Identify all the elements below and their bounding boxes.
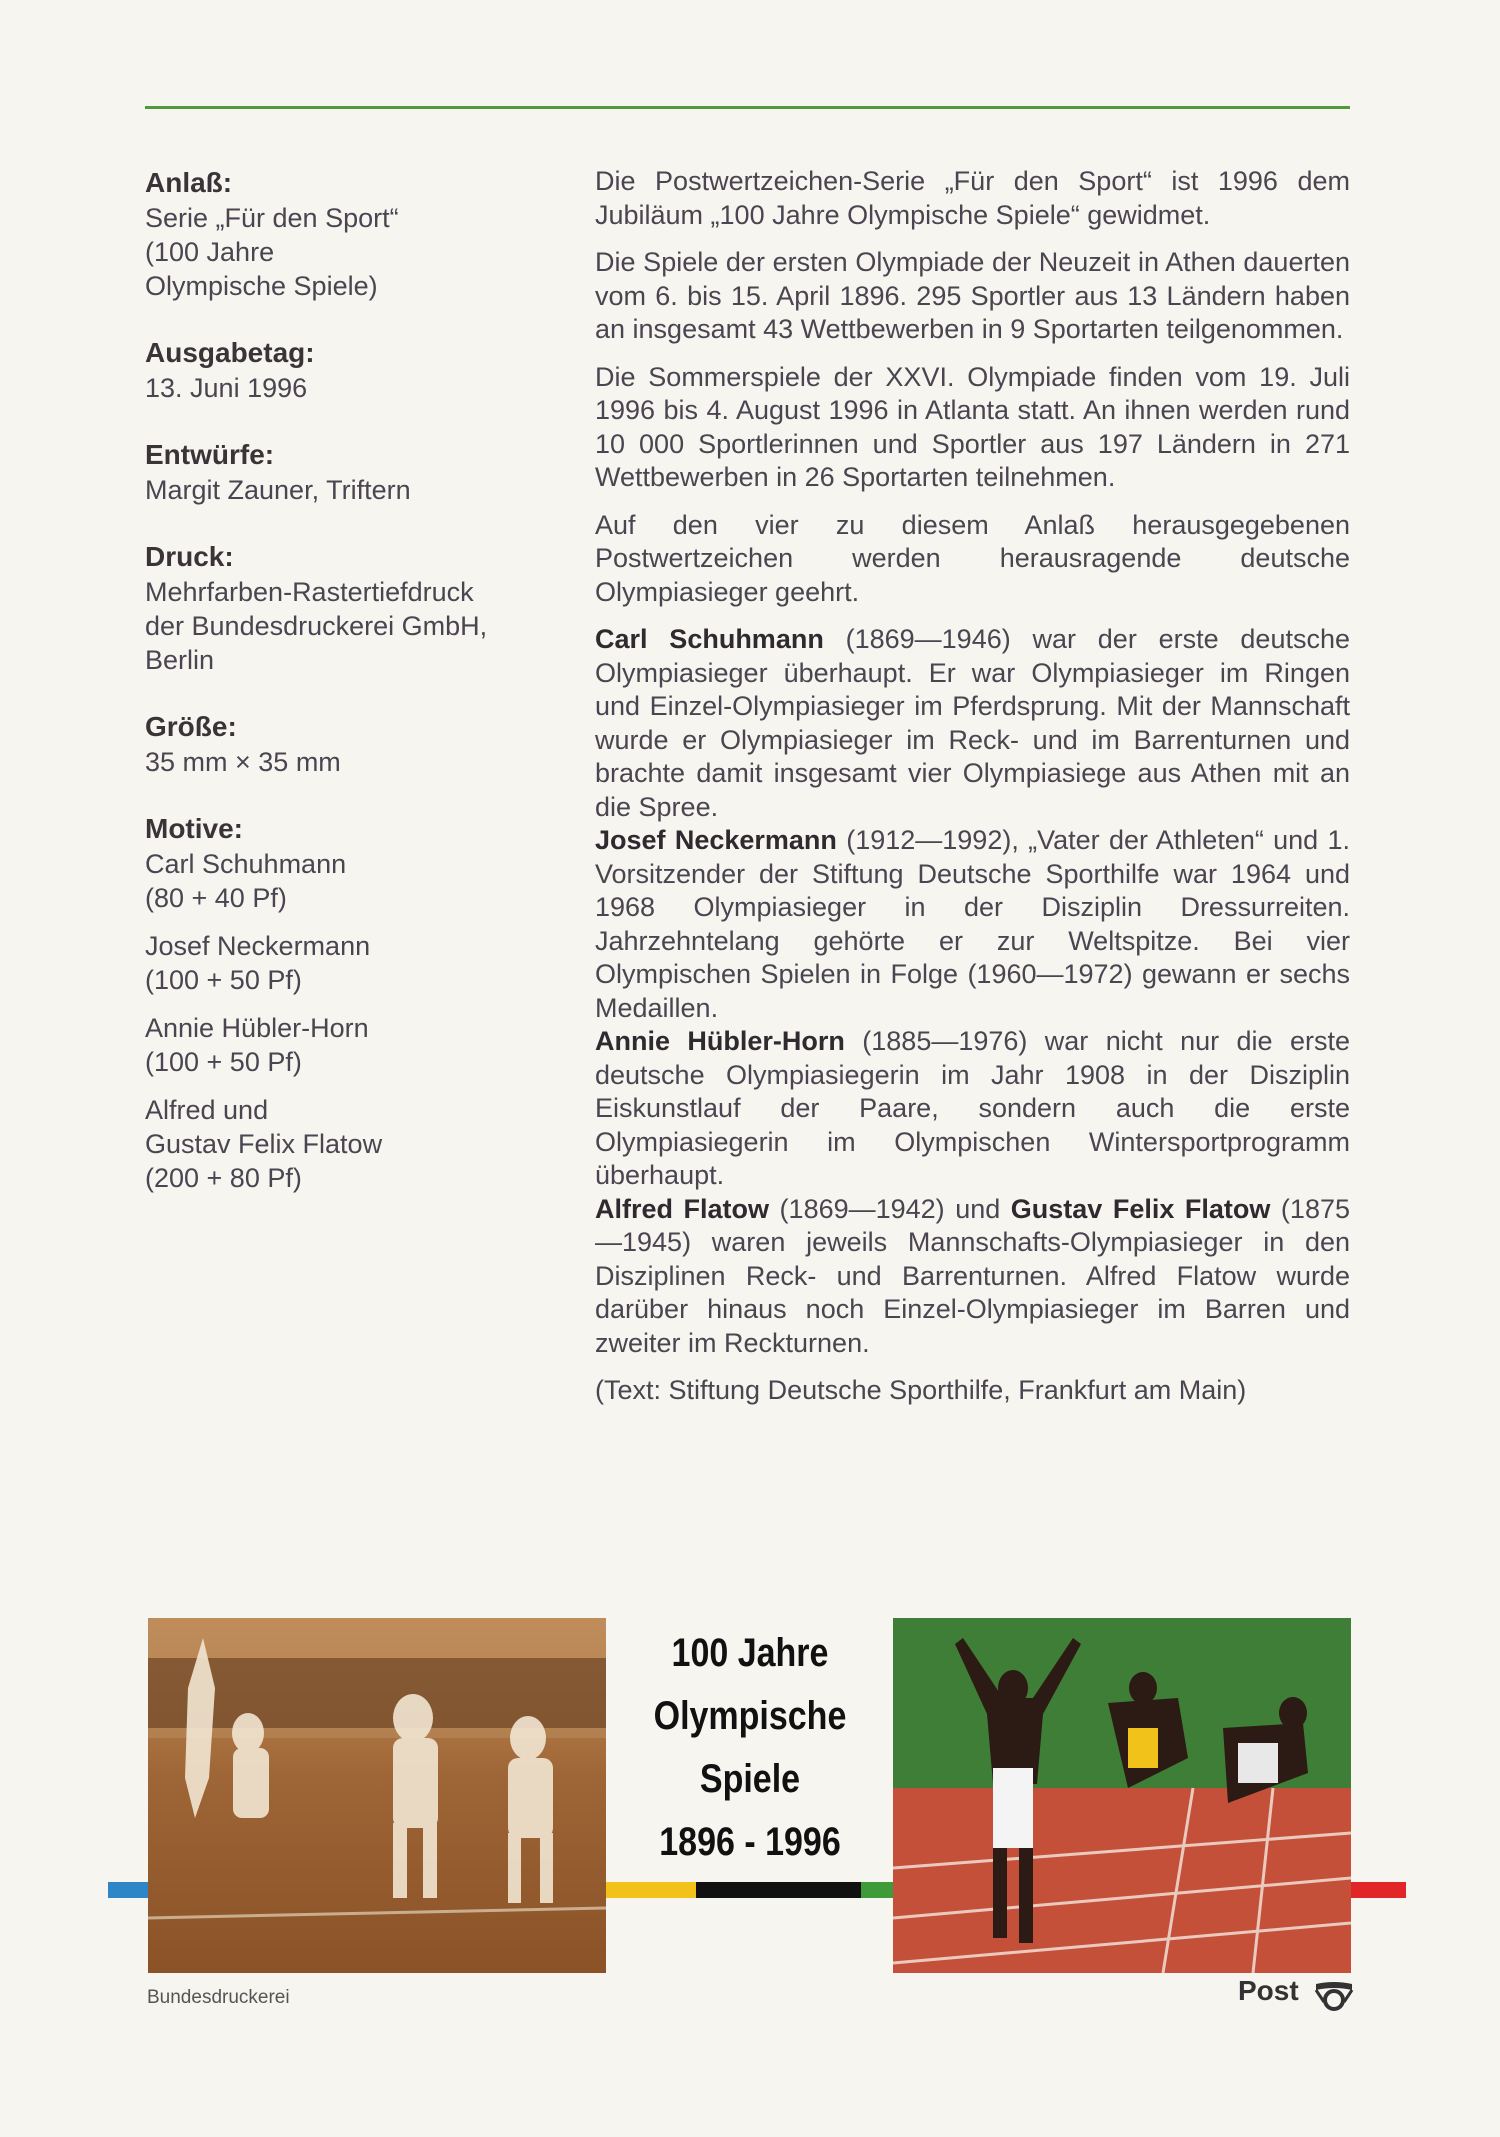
- anlass-label: Anlaß:: [145, 167, 233, 198]
- huebler-paragraph: [595, 1025, 1350, 1193]
- flatow-name-alfred: Alfred Flatow: [595, 1193, 770, 1224]
- anlass-line: Olympische Spiele): [145, 271, 378, 301]
- flatow-text: (1875—1945) waren jeweils Mannschafts-Olympiasieger in den Disziplinen Reck- und Barrenturnen. Alfred Flatow wurde darüber hinaus noch Einzel-Olympiasieger im Barren und zweiter im Reckturnen.: [595, 1193, 1350, 1358]
- motive-item: [145, 1093, 565, 1195]
- druck-label: Druck:: [145, 541, 234, 572]
- honorees-paragraph: Auf den vier zu diesem Anlaß herausgegebenen Postwertzeichen werden herausragende deutsche Olympiasieger geehrt.: [595, 509, 1350, 607]
- post-horn-icon: [1312, 1978, 1356, 2012]
- motive-line: (100 + 50 Pf): [145, 965, 302, 995]
- schuhmann-paragraph: [595, 623, 1350, 824]
- atlanta-paragraph: Die Sommerspiele der XXVI. Olympiade finden vom 19. Juli 1996 bis 4. August 1996 in Atlanta statt. An ihnen werden rund 10 000 Sportlerinnen und Sportler aus 197 Ländern in 271 Wettbewerben in 26 Sportarten teilnehmen.: [595, 361, 1350, 492]
- druck-line: Berlin: [145, 645, 215, 675]
- stripe-black: [696, 1882, 861, 1898]
- field-ausgabetag: [145, 335, 565, 405]
- motive-item: [145, 1011, 565, 1079]
- motive-line: Alfred und: [145, 1095, 269, 1125]
- neckermann-name: Josef Neckermann: [595, 825, 837, 855]
- top-green-rule: [145, 106, 1350, 109]
- field-anlass: [145, 165, 565, 303]
- title-line: 1896 - 1996: [659, 1820, 841, 1864]
- schuhmann-name: Carl Schuhmann: [595, 624, 824, 654]
- motive-line: Gustav Felix Flatow: [145, 1129, 383, 1159]
- stripe-green: [861, 1882, 893, 1898]
- field-entwuerfe: [145, 437, 565, 507]
- huebler-text: (1885—1976) war nicht nur die erste deutsche Olympiasiegerin im Jahr 1908 in der Disziplin Eiskunstlauf der Paare, sondern auch die erste Olympiasiegerin im Olympischen Wintersportprogramm überhaupt.: [595, 1026, 1350, 1190]
- motive-item: [145, 847, 565, 915]
- entwuerfe-value: Margit Zauner, Triftern: [145, 475, 411, 505]
- motive-line: (80 + 40 Pf): [145, 883, 287, 913]
- title-line: Spiele: [699, 1757, 801, 1801]
- stripe-blue: [108, 1882, 148, 1898]
- flatow-paragraph: [595, 1193, 1350, 1361]
- field-groesse: [145, 709, 565, 779]
- stripe-yellow: [606, 1882, 696, 1898]
- motive-item: [145, 929, 565, 997]
- field-motive: [145, 811, 565, 1195]
- motive-line: (200 + 80 Pf): [145, 1163, 302, 1193]
- motive-line: Josef Neckermann: [145, 931, 371, 961]
- printer-credit: Bundesdruckerei: [147, 1987, 290, 2008]
- neckermann-paragraph: [595, 824, 1350, 1025]
- stripe-red: [1351, 1882, 1406, 1898]
- title-line: Olympische: [653, 1694, 847, 1738]
- ausgabetag-label: Ausgabetag:: [145, 337, 315, 368]
- athens-paragraph: Die Spiele der ersten Olympiade der Neuzeit in Athen dauerten vom 6. bis 15. April 1896. 295 Sportler aus 13 Ländern haben an insgesamt 43 Wettbewerben in 9 Sportarten teilgenommen.: [595, 247, 1350, 344]
- intro-paragraph: Die Postwertzeichen-Serie „Für den Sport“ ist 1996 dem Jubiläum „100 Jahre Olympische Spiele“ gewidmet.: [595, 166, 1350, 230]
- ausgabetag-value: 13. Juni 1996: [145, 373, 308, 403]
- motive-line: Annie Hübler-Horn: [145, 1013, 369, 1043]
- historic-race-illustration: [148, 1618, 606, 1973]
- historic-race-photo: [148, 1618, 606, 1973]
- anniversary-title: [631, 1622, 869, 1874]
- info-column: [145, 165, 565, 1227]
- motive-line: Carl Schuhmann: [145, 849, 347, 879]
- anlass-line: Serie „Für den Sport“: [145, 203, 399, 233]
- title-line: 100 Jahre: [671, 1631, 829, 1675]
- post-wordmark: Post: [1238, 1975, 1299, 2006]
- schuhmann-text: (1869—1946) war der erste deutsche Olympiasieger überhaupt. Er war Olympiasieger im Ringen und Einzel-Olympiasieger im Pferdsprung. Mit der Mannschaft wurde er Olympiasieger im Reck- und im Barrenturnen und brachte damit insgesamt vier Olympiasiege aus Athen mit an die Spree.: [595, 624, 1350, 822]
- flatow-mid: (1869—1942) und: [769, 1193, 1011, 1224]
- flatow-name-gustav: Gustav Felix Flatow: [1010, 1193, 1271, 1224]
- field-druck: [145, 539, 565, 677]
- anlass-line: (100 Jahre: [145, 237, 275, 267]
- neckermann-text: (1912—1992), „Vater der Athleten“ und 1. Vorsitzender der Stiftung Deutsche Sporthilfe war 1964 und 1968 Olympiasieger in der Disziplin Dressurreiten. Jahrzehntelang gehörte er zur Weltspitze. Bei vier Olympischen Spielen in Folge (1960—1972) gewann er sechs Medaillen.: [595, 825, 1350, 1023]
- body-text-column: [595, 165, 1350, 1422]
- druck-line: Mehrfarben-Rastertiefdruck: [145, 577, 474, 607]
- modern-race-illustration: [893, 1618, 1351, 1973]
- druck-line: der Bundesdruckerei GmbH,: [145, 611, 488, 641]
- motive-label: Motive:: [145, 813, 243, 844]
- motive-line: (100 + 50 Pf): [145, 1047, 302, 1077]
- text-credit: (Text: Stiftung Deutsche Sporthilfe, Frankfurt am Main): [595, 1375, 1247, 1405]
- modern-race-photo: [893, 1618, 1351, 1973]
- huebler-name: Annie Hübler-Horn: [595, 1026, 845, 1056]
- entwuerfe-label: Entwürfe:: [145, 439, 275, 470]
- groesse-value: 35 mm × 35 mm: [145, 747, 341, 777]
- groesse-label: Größe:: [145, 711, 237, 742]
